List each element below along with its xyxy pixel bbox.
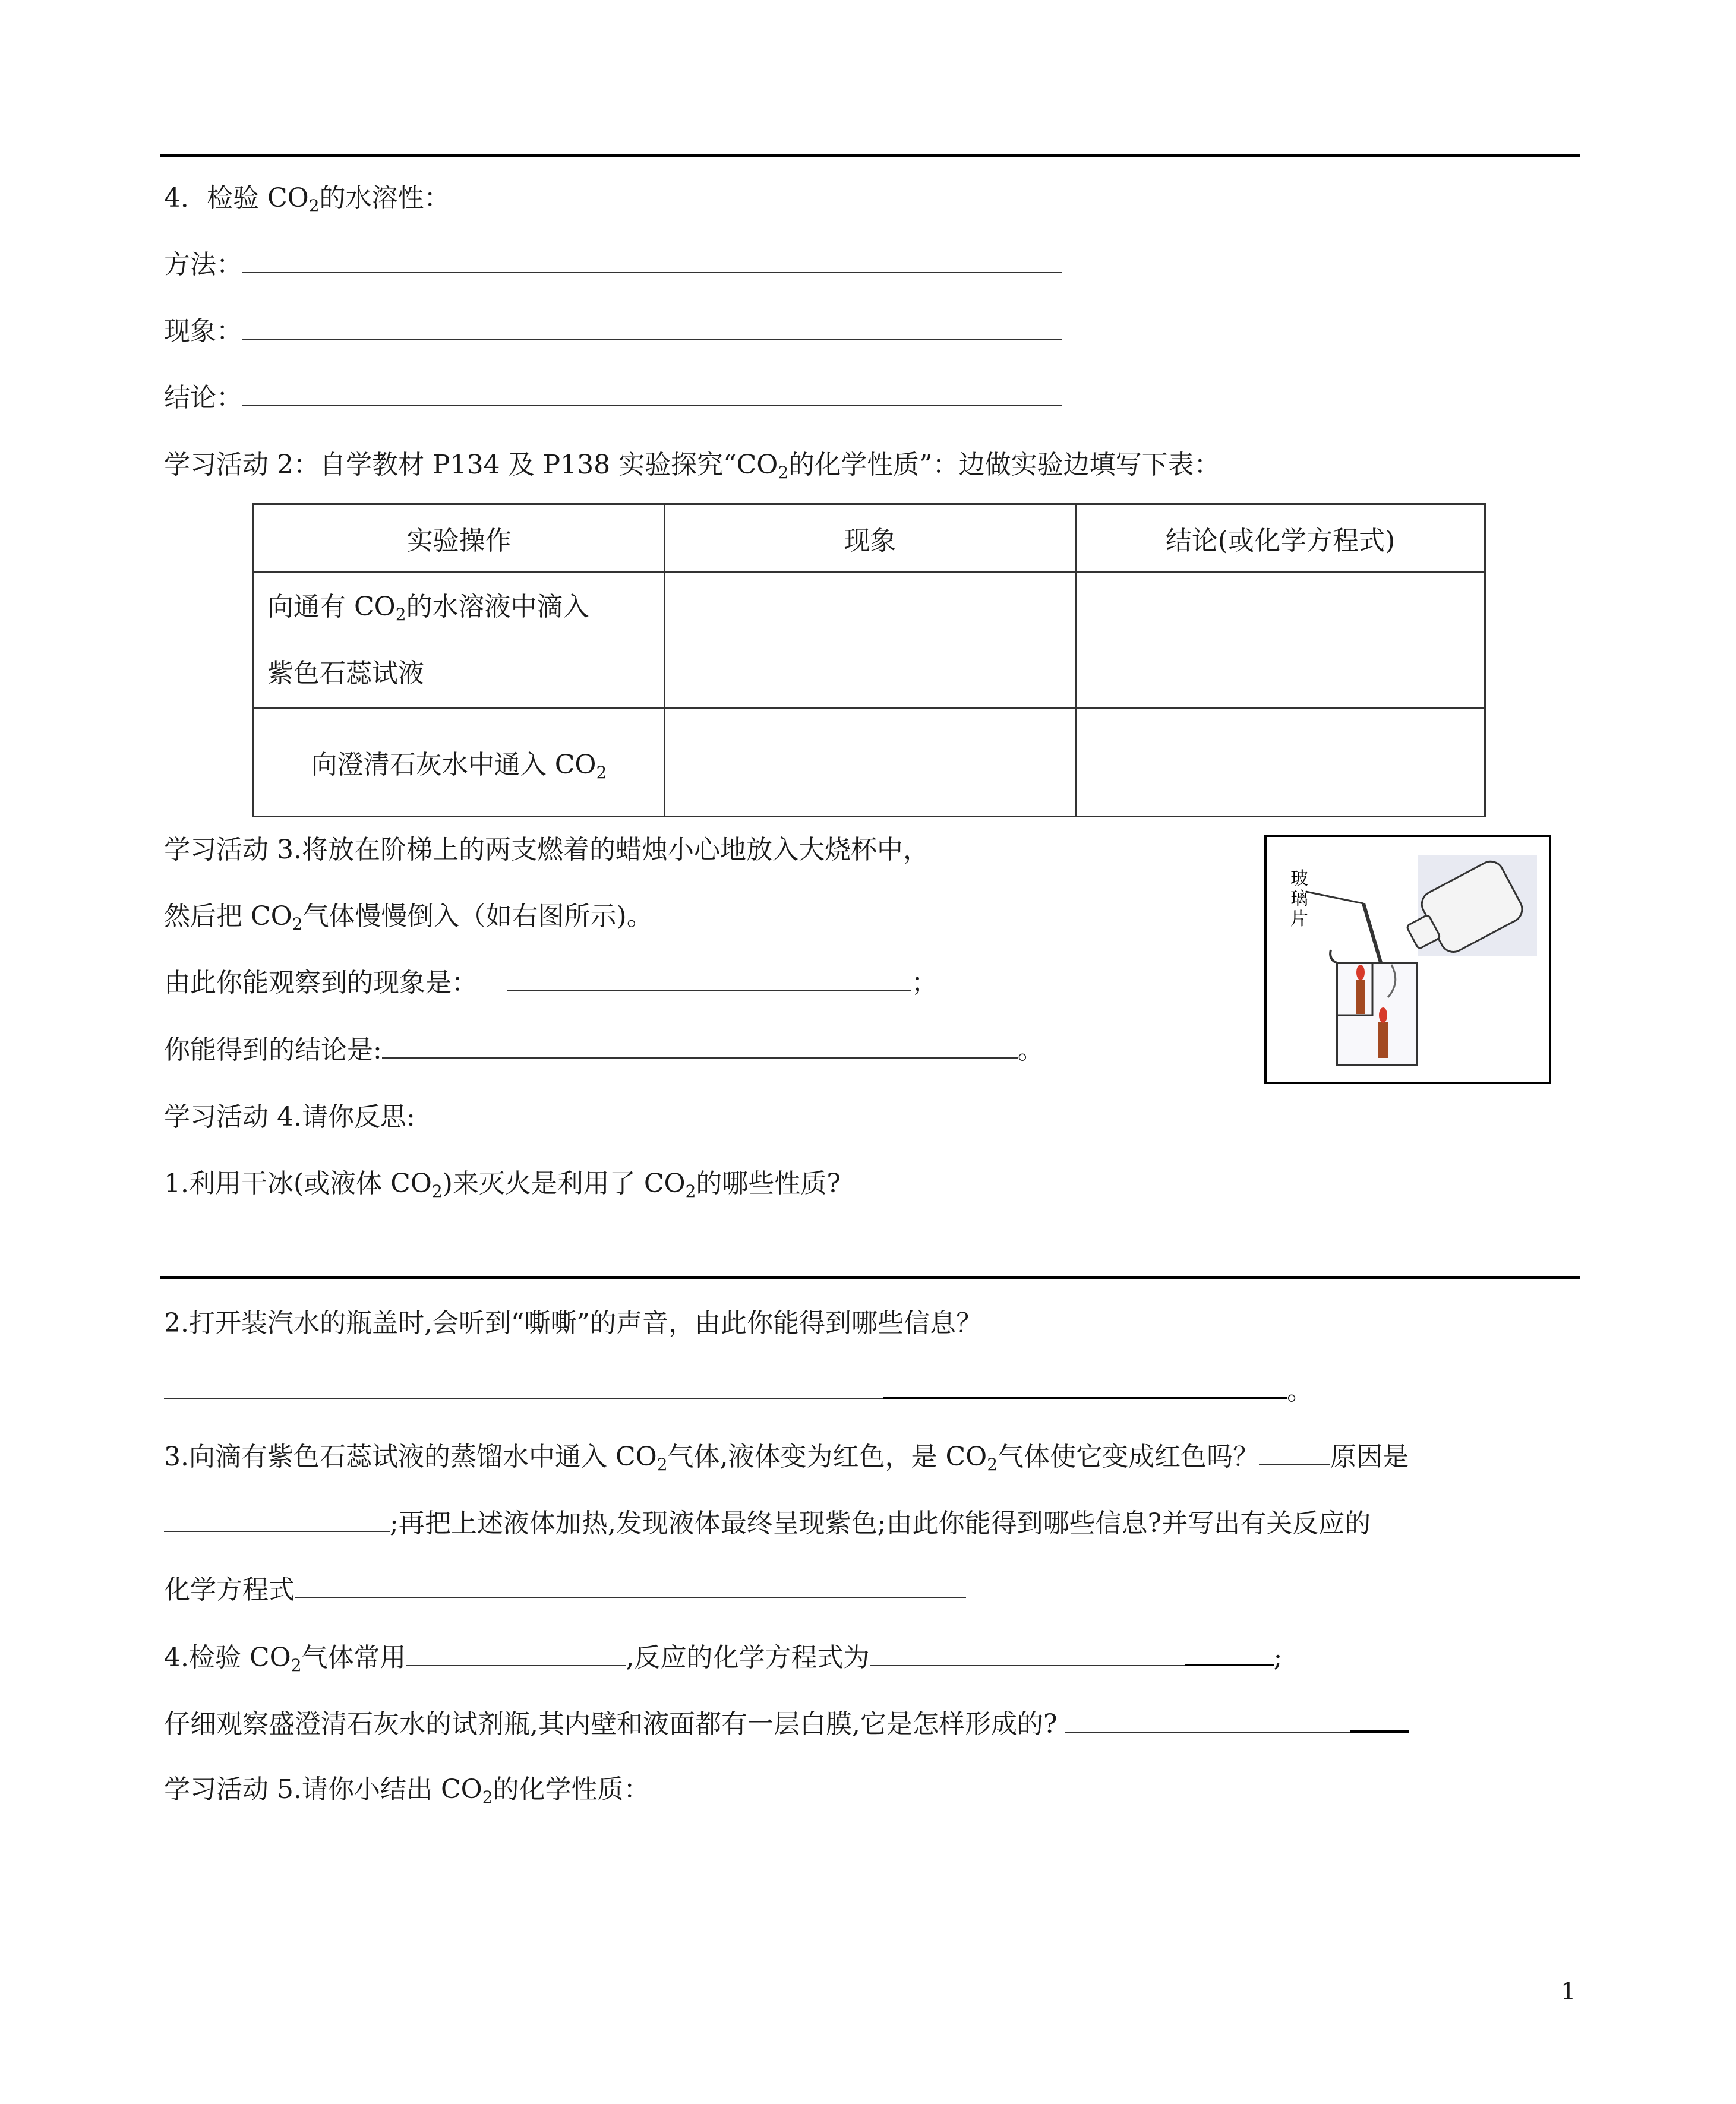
q4-reagent-blank[interactable] [406,1641,626,1666]
row1-operation [254,573,665,708]
activity2-text: 学习活动 2：自学教材 P134 及 P138 实验探究“$CO_2$的化学性质”：边做实验边填写下表： [164,450,1220,482]
observation-blank[interactable] [507,966,911,991]
q5-blank-a[interactable] [1065,1708,1350,1733]
top-rule [160,154,1580,157]
flame-high [1356,965,1365,980]
experiment-table [252,503,1486,817]
glass-plate-label: 片 [1290,909,1308,930]
q4-equation-blank-b[interactable] [1185,1640,1274,1666]
activity4-q4: 4.检验 $CO_2$气体常用 ,反应的化学方程式为 ; [164,1640,1282,1675]
header-operation: 实验操作 [254,504,665,573]
phenomenon-line [164,315,1062,348]
label-pointer [1306,892,1363,903]
q2-blank-b[interactable] [883,1373,1287,1399]
q3-equation-blank[interactable] [295,1574,966,1598]
q5-blank-b[interactable] [1350,1707,1409,1733]
q2-blank-a[interactable] [164,1375,883,1399]
q3-answer-blank[interactable] [1259,1440,1330,1465]
row1-operation-line2: 紫色石蕊试液 [267,658,424,688]
method-label: 方法： [164,249,242,280]
activity4-q2-answer: 。 [164,1373,1313,1408]
row1-operation-line1: 向通有 $CO_2$的水溶液中滴入 [267,591,589,624]
conclusion3-blank[interactable] [382,1034,1018,1059]
candle-high [1356,980,1365,1014]
page-number: 1 [1561,1978,1576,2005]
q3-reason-blank[interactable] [164,1507,390,1532]
section4-title: 4．检验 $CO_2$的水溶性： [164,183,450,216]
table-header-row [254,504,1485,573]
row2-operation: 向澄清石灰水中通入 $CO_2$ [254,708,665,817]
phenomenon-blank[interactable] [242,315,1062,340]
candle-low [1378,1022,1388,1058]
activity3-line2: 然后把 $CO_2$气体慢慢倒入（如右图所示)。 [164,901,653,934]
activity4-q5: 仔细观察盛澄清石灰水的试剂瓶,其内壁和液面都有一层白膜,它是怎样形成的? [164,1707,1409,1741]
row1-conclusion-cell[interactable] [1076,573,1485,708]
activity3-line1: 学习活动 3.将放在阶梯上的两支燃着的蜡烛小心地放入大烧杯中， [164,835,929,865]
conclusion-blank[interactable] [242,381,1062,406]
experiment-figure [1264,835,1551,1084]
beaker-candles-illustration [1267,837,1549,1082]
activity4-q1: 1.利用干冰(或液体 $CO_2$)来灭火是利用了 $CO_2$的哪些性质? [164,1168,841,1201]
header-conclusion: 结论(或化学方程式) [1076,504,1485,573]
row2-phenomenon-cell[interactable] [665,708,1076,817]
activity5-text: 学习活动 5.请你小结出 $CO_2$的化学性质： [164,1774,650,1807]
q4-equation-blank-a[interactable] [870,1641,1185,1666]
method-blank[interactable] [242,248,1062,273]
activity4-q3-line1: 3.向滴有紫色石蕊试液的蒸馏水中通入 $CO_2$气体,液体变为红色，是 $CO_2$气体使它变成红色吗？ 原因是 [164,1442,1409,1474]
activity4-title: 学习活动 4.请你反思: [164,1102,415,1132]
method-line [164,248,1062,282]
table-row [254,573,1485,708]
middle-rule [160,1276,1580,1279]
activity4-q2: 2.打开装汽水的瓶盖时,会听到“嘶嘶”的声音，由此你能得到哪些信息？ [164,1308,982,1338]
flame-low [1379,1007,1387,1023]
glass-plate-label: 玻 [1290,868,1308,889]
conclusion-label: 结论： [164,383,242,413]
activity3-line3: 由此你能观察到的现象是： ； [164,968,938,998]
header-phenomenon: 现象 [665,504,1076,573]
activity4-q3-line3: 化学方程式 [164,1574,966,1607]
conclusion-line [164,381,1062,415]
table-row [254,708,1485,817]
activity4-q3-line2: ;再把上述液体加热,发现液体最终呈现紫色;由此你能得到哪些信息?并写出有关反应的 [164,1507,1371,1540]
row1-phenomenon-cell[interactable] [665,573,1076,708]
row2-conclusion-cell[interactable] [1076,708,1485,817]
activity3-line4: 你能得到的结论是: 。 [164,1035,1044,1065]
phenomenon-label: 现象： [164,316,242,346]
glass-plate-label: 璃 [1290,889,1308,909]
beaker [1337,963,1417,1065]
beaker-spout [1330,950,1337,963]
